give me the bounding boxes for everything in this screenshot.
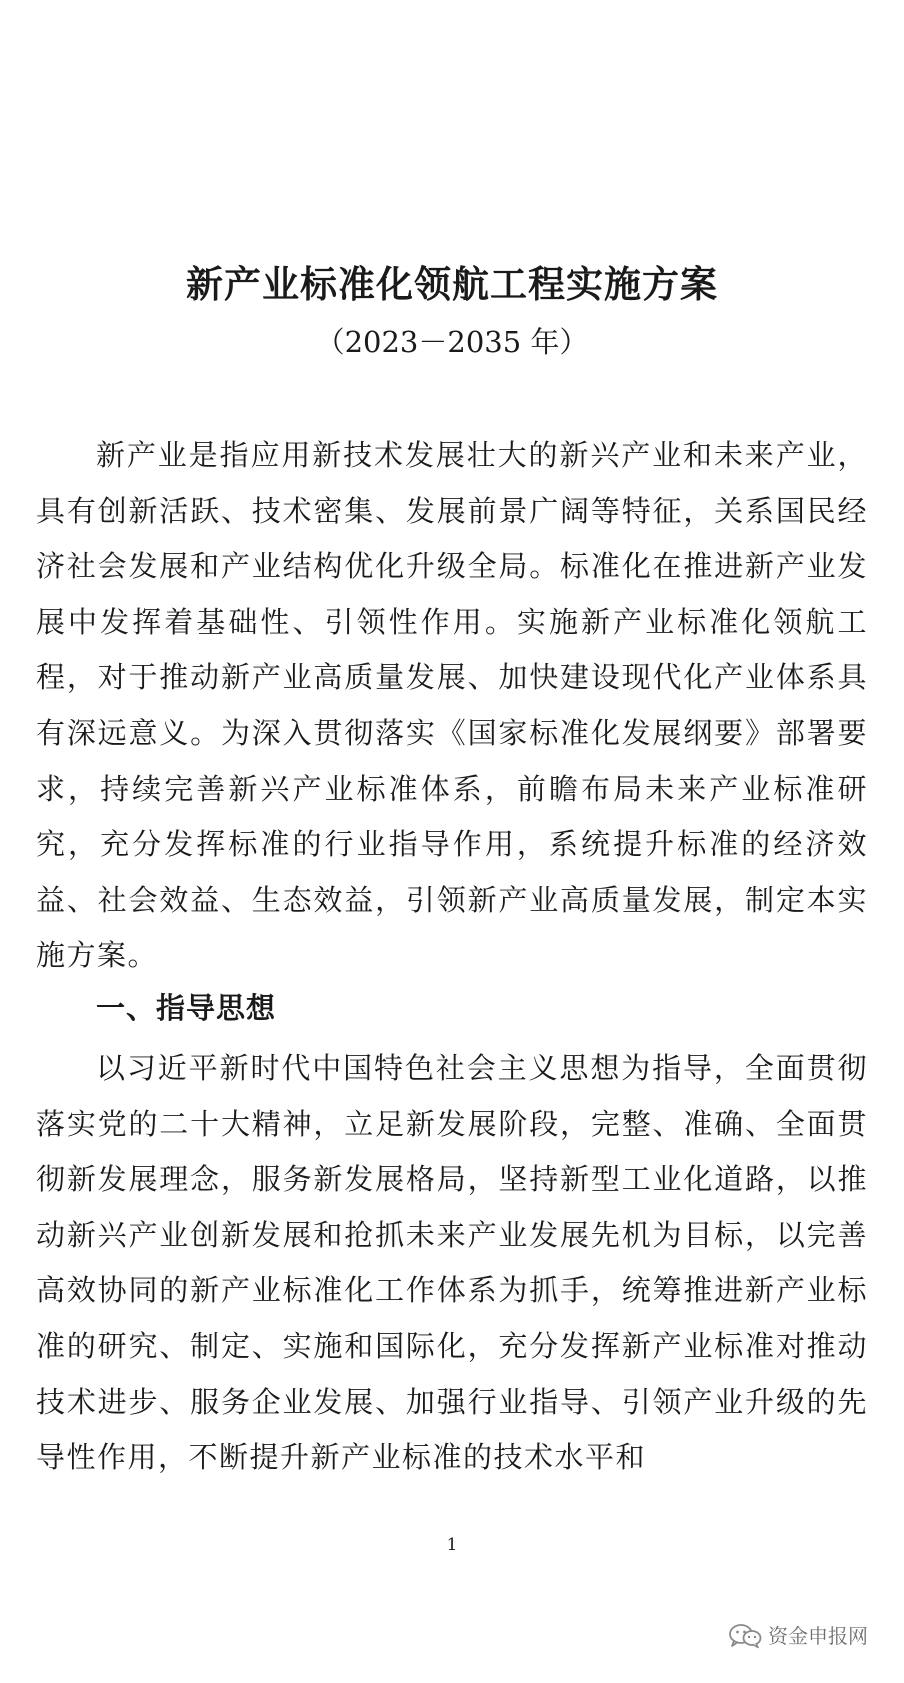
- document-title: 新产业标准化领航工程实施方案: [186, 262, 718, 306]
- page-number: 1: [446, 1535, 458, 1555]
- watermark: [728, 1622, 868, 1650]
- document-subtitle: （2023－2035 年）: [315, 325, 589, 359]
- section-heading: 一、指导思想: [96, 991, 277, 1025]
- wechat-icon: [728, 1623, 762, 1649]
- guiding-ideology-paragraph: 以习近平新时代中国特色社会主义思想为指导，全面贯彻落实党的二十大精神，立足新发展阶段，完整、准确、全面贯彻新发展理念，服务新发展格局，坚持新型工业化道路，以推动新兴产业创新发展和抢抓未来产业发展先机为目标，以完善高效协同的新产业标准化工作体系为抓手，统筹推进新产业标准的研究、制定、实施和国际化，充分发挥新产业标准对推动技术进步、服务企业发展、加强行业指导、引领产业升级的先导性作用，不断提升新产业标准的技术水平和: [36, 1051, 868, 1475]
- intro-paragraph: 新产业是指应用新技术发展壮大的新兴产业和未来产业，具有创新活跃、技术密集、发展前景广阔等特征，关系国民经济社会发展和产业结构优化升级全局。标准化在推进新产业发展中发挥着基础性、引领性作用。实施新产业标准化领航工程，对于推动新产业高质量发展、加快建设现代化产业体系具有深远意义。为深入贯彻落实《国家标准化发展纲要》部署要求，持续完善新兴产业标准体系，前瞻布局未来产业标准研究，充分发挥标准的行业指导作用，系统提升标准的经济效益、社会效益、生态效益，引领新产业高质量发展，制定本实施方案。: [36, 438, 868, 973]
- watermark-text: 资金申报网: [768, 1624, 868, 1648]
